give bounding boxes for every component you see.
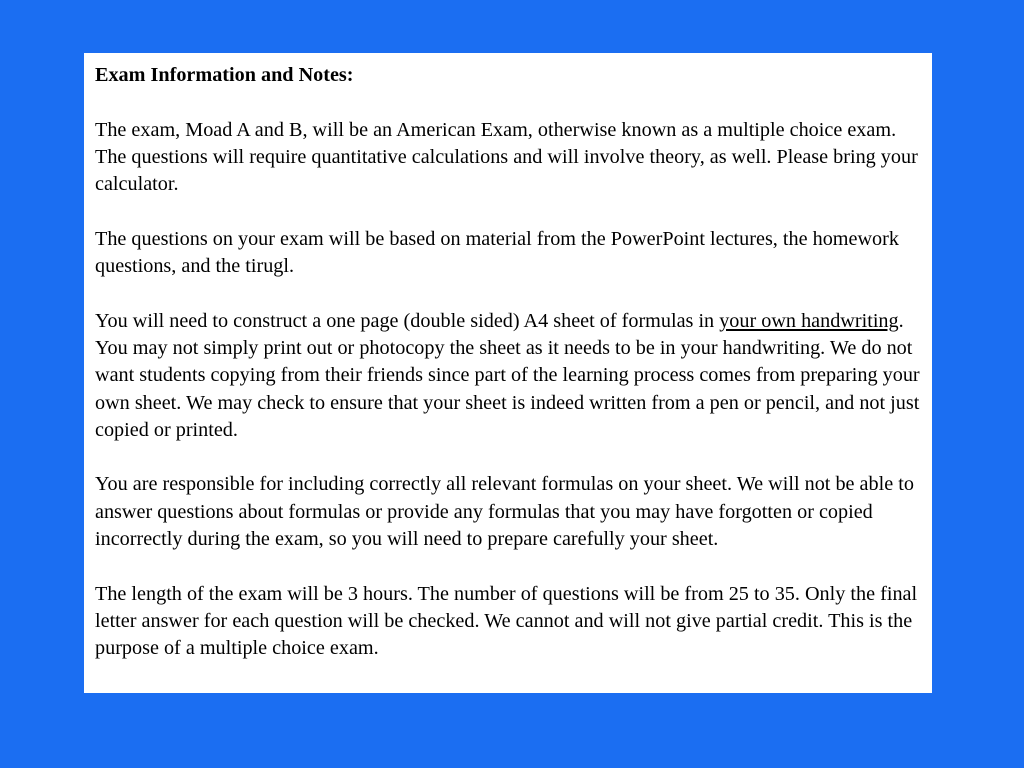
own-handwriting-emphasis: your own handwriting <box>719 309 899 332</box>
exam-notes-text-box <box>84 53 932 693</box>
paragraph-responsibility: You are responsible for including correctly all relevant formulas on your sheet. We will not be able to answer questions about formulas or provide any formulas that you may have forgotten or copied incorrectly during the exam, so you will need to prepare carefully your sheet. <box>95 473 914 551</box>
paragraph-exam-material: The questions on your exam will be based on material from the PowerPoint lectures, the homework questions, and the tirugl. <box>95 227 899 278</box>
formula-sheet-text-before: You will need to construct a one page (double sided) A4 sheet of formulas in <box>95 309 720 332</box>
exam-notes-heading: Exam Information and Notes: <box>95 64 354 86</box>
formula-sheet-text-after: . You may not simply print out or photocopy the sheet as it needs to be in your handwriting. We do not want students copying from their friends since part of the learning process comes from preparing your own sheet. We may check to ensure that your sheet is indeed written from a pen or pencil, and not just copied or printed. <box>95 309 920 441</box>
paragraph-exam-format: The exam, Moad A and B, will be an American Exam, otherwise known as a multiple choice exam. The questions will require quantitative calculations and will involve theory, as well. Please bring your calculator. <box>95 118 918 196</box>
paragraph-exam-length: The length of the exam will be 3 hours. The number of questions will be from 25 to 35. Only the final letter answer for each question will be checked. We cannot and will not give partial credit. This is the purpose of a multiple choice exam. <box>95 582 918 660</box>
paragraph-formula-sheet <box>95 308 922 444</box>
